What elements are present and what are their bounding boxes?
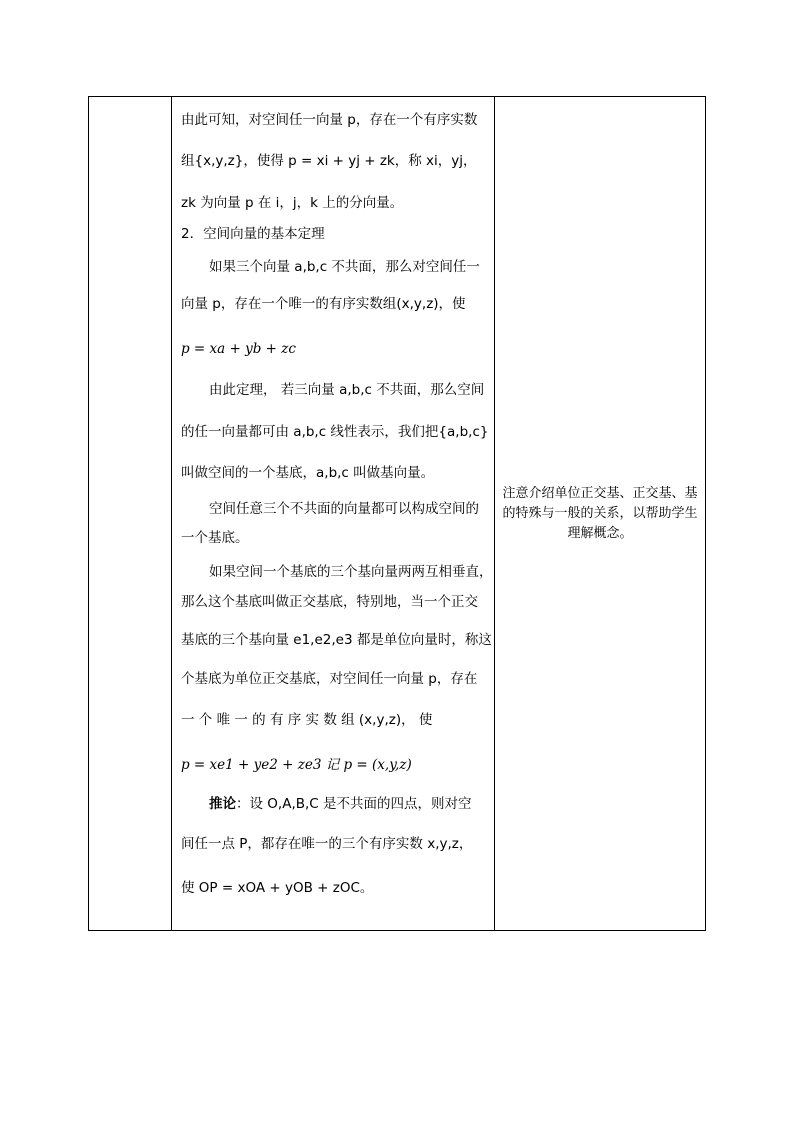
text-line: 空间任意三个不共面的向量都可以构成空间的 bbox=[209, 501, 479, 517]
text-line: 如果空间一个基底的三个基向量两两互相垂直， bbox=[209, 564, 493, 580]
text-line: 向量 p，存在一个唯一的有序实数组(x,y,z)，使 bbox=[181, 296, 466, 312]
corollary-label: 推论 bbox=[209, 796, 236, 812]
formula-line: p = xa + yb + zc bbox=[181, 341, 296, 357]
text-line: 组{x,y,z}，使得 p = xi + yj + zk，称 xi，yj， bbox=[181, 153, 477, 169]
text-line: 间任一点 P，都存在唯一的三个有序实数 x,y,z， bbox=[181, 836, 473, 852]
corollary-text: ：设 O,A,B,C 是不共面的四点，则对空 bbox=[236, 796, 472, 812]
section-heading: 2．空间向量的基本定理 bbox=[181, 226, 325, 242]
lesson-table bbox=[88, 96, 706, 931]
text-line: 个基底为单位正交基底，对空间任一向量 p，存在 bbox=[181, 671, 478, 687]
left-empty-cell bbox=[89, 97, 172, 931]
text-line: 那么这个基底叫做正交基底，特别地，当一个正交 bbox=[181, 594, 478, 610]
text-line: 叫做空间的一个基底，a,b,c 叫做基向量。 bbox=[181, 465, 435, 481]
text-line: 一个基底。 bbox=[181, 530, 249, 546]
text-line: zk 为向量 p 在 i，j，k 上的分向量。 bbox=[181, 195, 404, 211]
text-line: 由此可知，对空间任一向量 p，存在一个有序实数 bbox=[181, 112, 478, 128]
teaching-note: 注意介绍单位正交基、正交基、基的特殊与一般的关系，以帮助学生理解概念。 bbox=[502, 485, 698, 541]
notes-cell bbox=[495, 97, 706, 931]
formula-line: 使 OP = xOA + yOB + zOC。 bbox=[181, 880, 374, 896]
text-line: 基底的三个基向量 e1,e2,e3 都是单位向量时，称这 bbox=[181, 632, 492, 648]
content-cell bbox=[172, 97, 495, 931]
text-line: 由此定理， 若三向量 a,b,c 不共面，那么空间 bbox=[209, 382, 485, 398]
text-line: 一 个 唯 一 的 有 序 实 数 组 (x,y,z)， 使 bbox=[181, 712, 433, 728]
text-line: 如果三个向量 a,b,c 不共面，那么对空间任一 bbox=[209, 259, 480, 275]
table-row bbox=[89, 97, 706, 931]
text-line: 的任一向量都可由 a,b,c 线性表示，我们把{a,b,c} bbox=[181, 424, 489, 440]
corollary-line bbox=[209, 795, 472, 813]
formula-line: p = xe1 + ye2 + ze3 记 p = (x,y,z) bbox=[181, 757, 412, 773]
